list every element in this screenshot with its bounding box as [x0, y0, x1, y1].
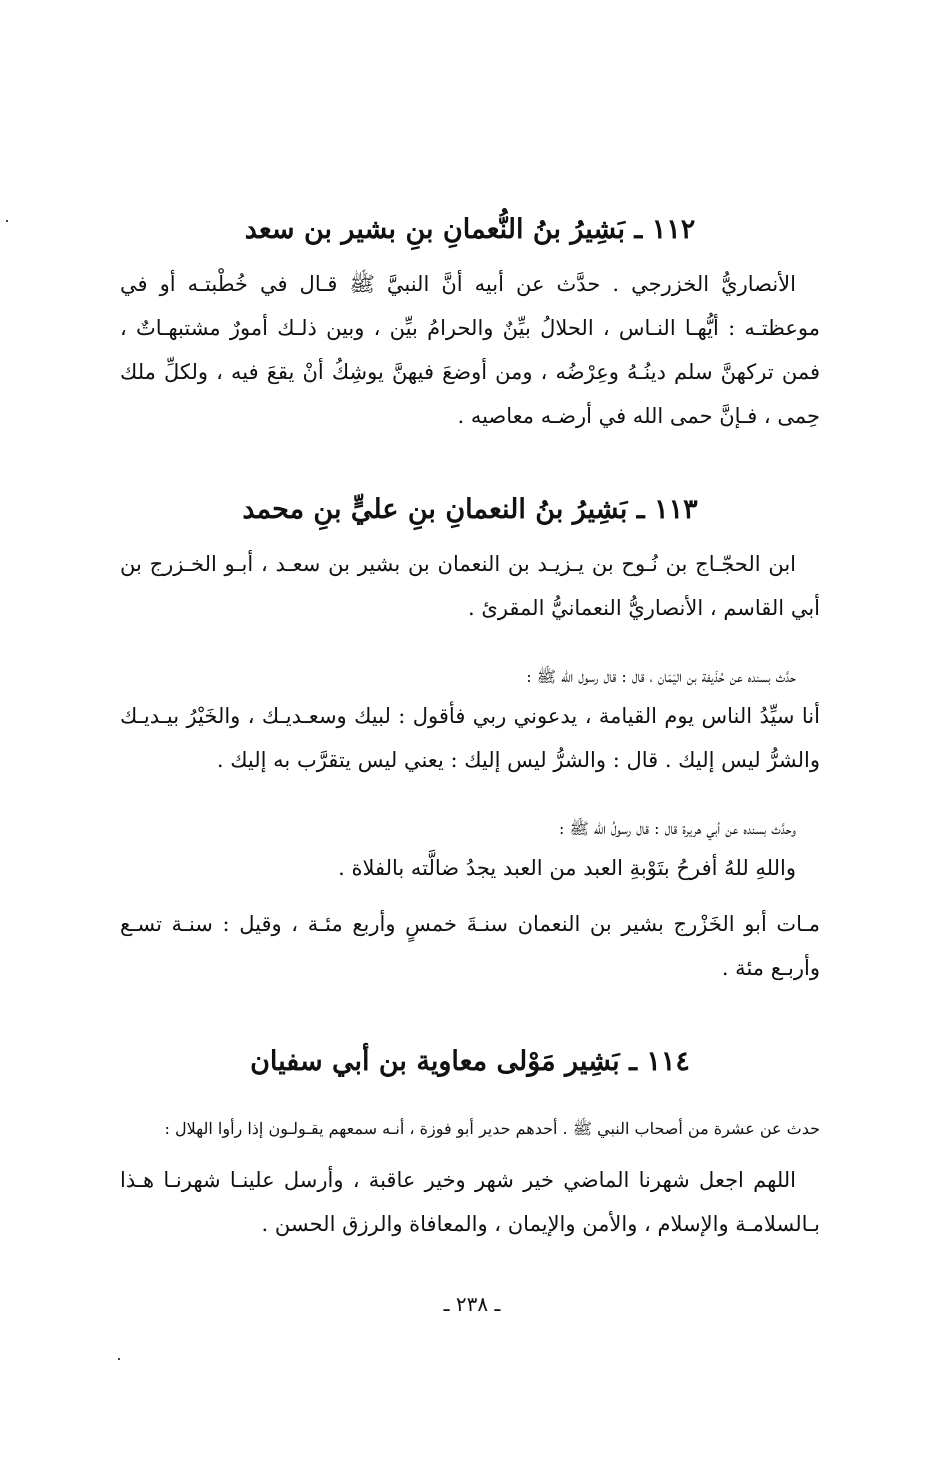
entry-113-chain-2: وحدَّث بسنده عن أبي هريرة قال : قال رسولُ الله ﷺ : [559, 819, 796, 838]
page-number: ـ ٢٣٨ ـ [443, 1292, 501, 1316]
entry-112-heading: ١١٢ ـ بَشِيرُ بنُ النُّعمانِ بنِ بشير بن سعد [244, 214, 696, 245]
entry-114-chain: حدث عن عشرة من أصحاب النبي ﷺ . أحدهم حدير أبو فوزة ، أنـه سمعهم يقـولـون إذا رأوا الهلال : [164, 1119, 820, 1138]
entry-113-chain-1: حدَّث بسنده عن حُذَيفة بن اليَمَان ، قال : قال رسول الله ﷺ : [526, 667, 796, 686]
scan-speck [6, 220, 8, 222]
entry-113-death: مـات أبو الخَزْرج بشير بن النعمان سنـةَ خمسٍ وأربع مئـة ، وقيل : سنـة تسـع وأربـع مئة . [120, 912, 820, 980]
entry-114-heading: ١١٤ ـ بَشِير مَوْلى معاوية بن أبي سفيان [250, 1046, 690, 1077]
page-content [120, 210, 820, 1246]
entry-113-heading: ١١٣ ـ بَشِيرُ بنُ النعمانِ بنِ عليٍّ بنِ محمد [242, 494, 698, 525]
entry-113-hadith-2: واللهِ للهُ أفرحُ بتَوْبةِ العبد من العبد يجدُ ضالَّته بالفلاة . [338, 856, 796, 880]
scan-speck [118, 1358, 120, 1360]
entry-114-prayer: اللهم اجعل شهرنا الماضي خير شهر وخير عاقبة ، وأرسل علينـا شهرنـا هـذا بـالسلامـة والإسلام ، والأمن والإيمان ، والمعافاة والرزق الحسن . [120, 1168, 820, 1236]
entry-113-intro: ابن الحجّـاج بن نُـوح بن يـزيـد بن النعمان بن بشير بن سعـد ، أبـو الخـزرج بن أبي القاسم ، الأنصاريُّ النعمانيُّ المقرئ . [120, 552, 820, 620]
entry-113-hadith-1: أنا سيِّدُ الناس يوم القيامة ، يدعوني ربي فأقول : لبيك وسعـديـك ، والخَيْرُ بيـديـك والشرُّ ليس إليك . قال : والشرُّ ليس إليك : يعني ليس يتقرَّب به إليك . [120, 704, 820, 772]
entry-112-text: الأنصاريُّ الخزرجي . حدَّث عن أبيه أنَّ النبيَّ ﷺ قـال في خُطْبتـه أو في موعظتـه : أيُّهـا النـاس ، الحلالُ بيِّنٌ والحرامُ بيِّن ، وبين ذلـك أمورٌ مشتبهـاتٌ ، فمن تركهنَّ سلم دينُـهُ وعِرْضُه ، ومن أوضعَ فيهنَّ يوشِكُ أنْ يقعَ فيه ، ولكلِّ ملك حِمى ، فـإنَّ حمى الله في أرضـه معاصيه . [120, 272, 820, 428]
